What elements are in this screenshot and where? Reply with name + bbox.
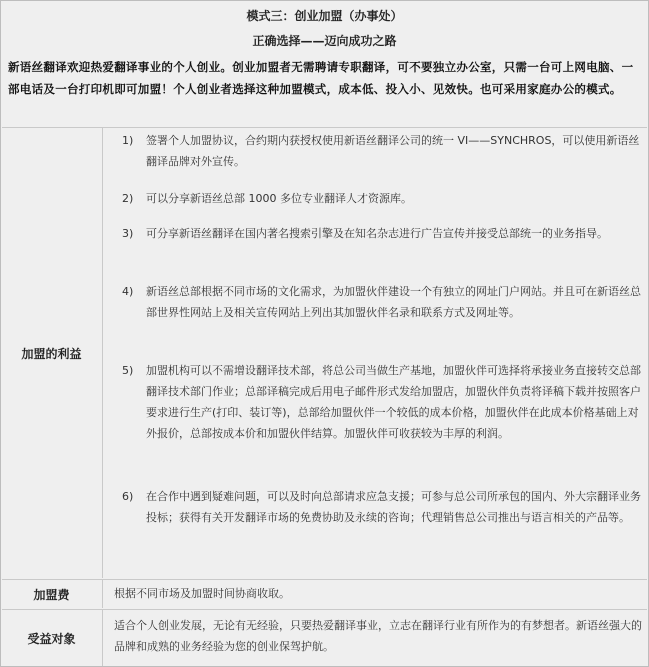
benefit-text: 加盟机构可以不需增设翻译技术部，将总公司当做生产基地，加盟伙伴可选择将承接业务直接转交总部翻译技术部门作业；总部译稿完成后用电子邮件形式发给加盟店，加盟伙伴负责将译稿下载并按照客户要求进行生产(打印、装订等)，总部给加盟伙伴一个较低的成本价格，加盟伙伴在此成本价格基础上对外报价，总部按成本价和加盟伙伴结算。加盟伙伴可收获较为丰厚的利润。 — [146, 364, 641, 440]
benefit-number: 2) — [122, 192, 134, 205]
benefit-item — [122, 281, 642, 323]
benefit-text: 可分享新语丝翻译在国内著名搜索引擎及在知名杂志进行广告宣传并接受总部统一的业务指导。 — [146, 227, 608, 240]
benefits-cell — [103, 128, 647, 578]
benefit-item — [122, 223, 642, 244]
benefit-number: 1) — [122, 134, 134, 147]
intro-paragraph: 新语丝翻译欢迎热爱翻译事业的个人创业。创业加盟者无需聘请专职翻译，可不要独立办公室，只需一台可上网电脑、一部电话及一台打印机即可加盟！个人创业者选择这种加盟模式，成本低、投入小、见效快。也可采用家庭办公的模式。 — [8, 60, 634, 96]
benefit-item — [122, 188, 642, 209]
benefit-text: 可以分享新语丝总部 1000 多位专业翻译人才资源库。 — [146, 192, 412, 205]
benefit-item — [122, 360, 642, 444]
fee-cell — [103, 580, 647, 608]
page-title: 模式三：创业加盟（办事处） — [246, 9, 403, 23]
benefit-number: 3) — [122, 227, 134, 240]
benefits-label: 加盟的利益 — [2, 128, 101, 578]
target-cell — [103, 610, 647, 666]
fee-label: 加盟费 — [2, 580, 101, 608]
target-label: 受益对象 — [2, 610, 101, 666]
benefit-number: 5) — [122, 364, 134, 377]
page-subtitle: 正确选择——迈向成功之路 — [252, 34, 397, 48]
target-text: 适合个人创业发展，无论有无经验，只要热爱翻译事业，立志在翻译行业有所作为的有梦想者。新语丝强大的品牌和成熟的业务经验为您的创业保驾护航。 — [114, 619, 642, 653]
benefit-text: 签署个人加盟协议，合约期内获授权使用新语丝翻译公司的统一 VI——SYNCHROS，可以使用新语丝翻译品牌对外宣传。 — [146, 134, 640, 168]
benefit-item — [122, 486, 642, 528]
fee-text: 根据不同市场及加盟时间协商收取。 — [114, 587, 290, 600]
benefit-text: 新语丝总部根据不同市场的文化需求，为加盟伙伴建设一个有独立的网址门户网站。并且可在新语丝总部世界性网站上及相关宣传网站上列出其加盟伙伴名录和联系方式及网址等。 — [146, 285, 641, 319]
benefit-number: 4) — [122, 285, 134, 298]
benefit-number: 6) — [122, 490, 134, 503]
benefit-item — [122, 130, 642, 172]
benefit-text: 在合作中遇到疑难问题，可以及时向总部请求应急支援；可参与总公司所承包的国内、外大宗翻译业务投标；获得有关开发翻译市场的免费协助及永续的咨询；代理销售总公司推出与语言相关的产品等。 — [146, 490, 641, 524]
table-header — [2, 2, 647, 126]
